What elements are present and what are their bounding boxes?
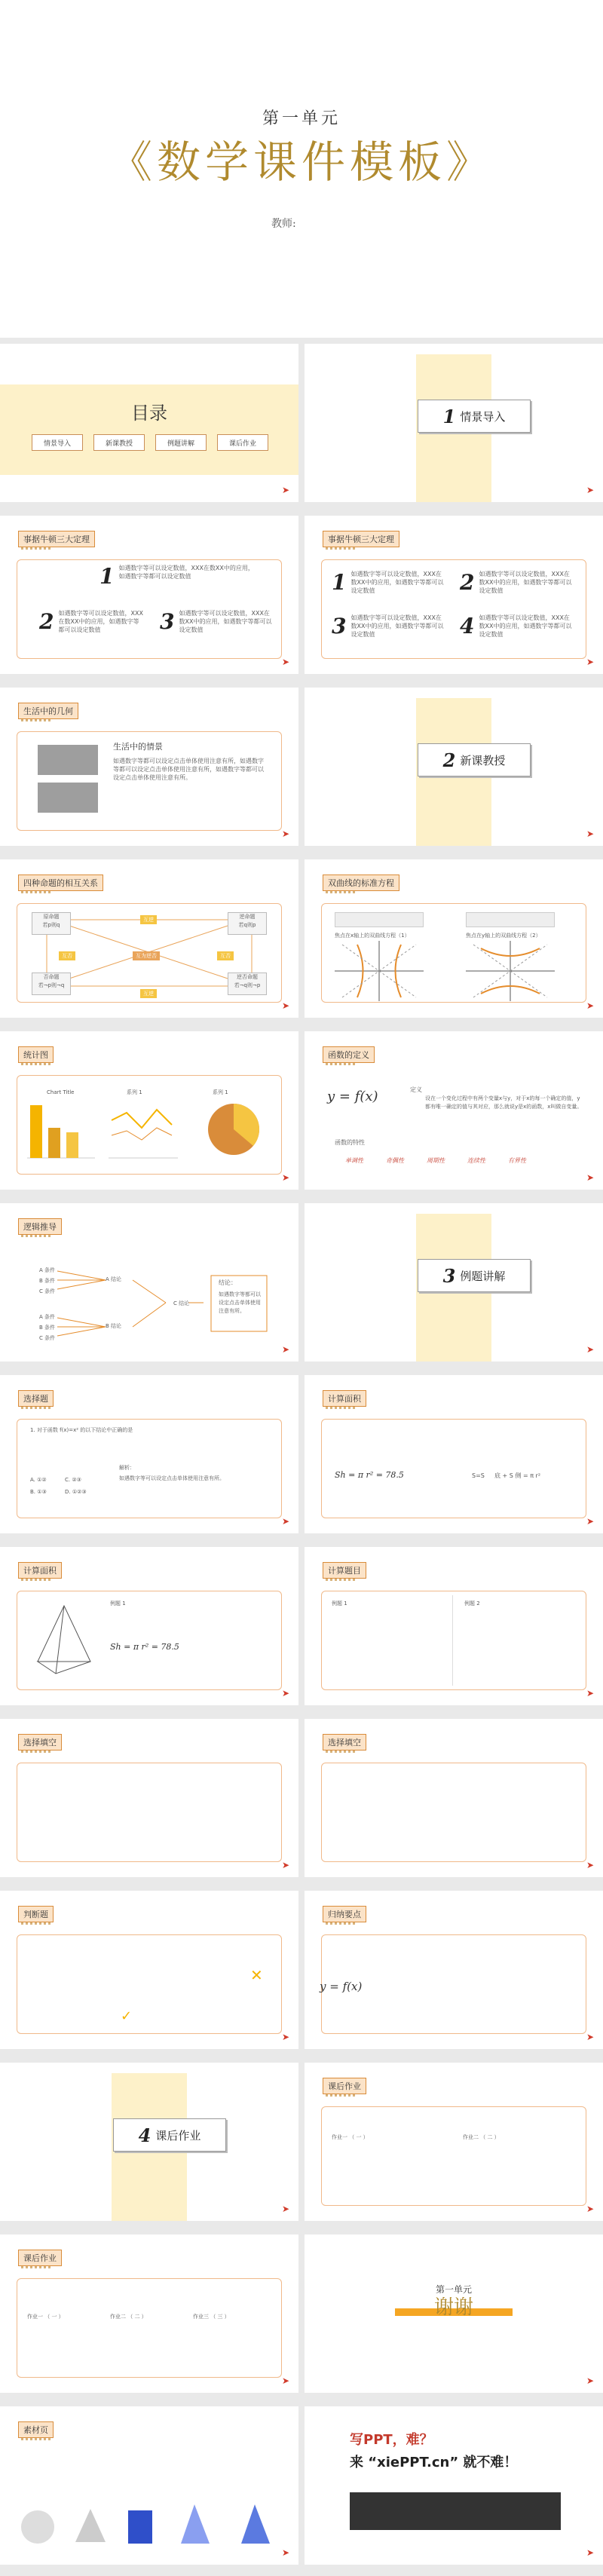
ad-slide xyxy=(305,2406,603,2565)
title-underline xyxy=(21,1922,51,1925)
chart-3-title: 系列 1 xyxy=(213,1089,228,1095)
point-1: 1 如遇数字等可以设定数值，XXX在数XX中的应用，如遇数字等都可以设定数值 xyxy=(332,570,444,595)
title-underline xyxy=(21,547,51,550)
property-item: 周期性 xyxy=(427,1157,445,1164)
corner-arrow-icon: ➤ xyxy=(586,2375,595,2386)
toc-item-3[interactable]: 例题讲解 xyxy=(155,434,207,451)
slide-title: 双曲线的标准方程 xyxy=(323,874,399,891)
pyramid-figure xyxy=(30,1601,98,1684)
photo-2 xyxy=(38,783,98,813)
title-underline xyxy=(326,1063,356,1065)
title-underline xyxy=(21,1063,51,1065)
check-icon: ✓ xyxy=(121,2008,133,2024)
point-2: 2 如遇数字等可以设定数值，XXX在数XX中的应用，如遇数字等都可以设定数值 xyxy=(39,609,143,634)
homework-slide xyxy=(305,2063,603,2221)
toc-item-4[interactable]: 课后作业 xyxy=(217,434,268,451)
bar-chart xyxy=(23,1098,98,1165)
corner-arrow-icon: ➤ xyxy=(586,1860,595,1870)
corner-arrow-icon: ➤ xyxy=(282,1688,290,1698)
slide-title: 四种命题的相互关系 xyxy=(18,874,103,891)
thanks-slide xyxy=(305,2234,603,2393)
corner-arrow-icon: ➤ xyxy=(586,1516,595,1527)
line-chart xyxy=(106,1098,181,1165)
answer-label: 解析： xyxy=(119,1465,135,1471)
point-3: 3 如遇数字等可以设定数值，XXX在数XX中的应用，如遇数字等都可以设定数值 xyxy=(332,614,444,639)
logic-node-6: C 条件 xyxy=(39,1335,56,1341)
corner-arrow-icon: ➤ xyxy=(586,829,595,839)
title-underline xyxy=(326,1579,356,1581)
section-2-slide xyxy=(305,688,603,846)
content-frame xyxy=(321,1419,586,1518)
summary-formula: y = f(x) xyxy=(320,1980,363,1993)
newton-slide-1 xyxy=(0,516,298,674)
section-label: 例题讲解 xyxy=(460,1269,506,1283)
title-underline xyxy=(21,891,51,893)
property-item: 奇偶性 xyxy=(386,1157,404,1164)
area-formula: Sh = π r² = 78.5 xyxy=(110,1642,179,1652)
title-underline xyxy=(21,2438,51,2440)
example-label: 例题 1 xyxy=(110,1600,126,1607)
logic-node-5: B 条件 xyxy=(39,1325,56,1331)
life-subtitle: 生活中的情景 xyxy=(113,742,163,752)
prop-tag-2: 互逆 xyxy=(140,989,157,998)
corner-arrow-icon: ➤ xyxy=(282,1516,290,1527)
logic-mid-2: B 结论 xyxy=(106,1323,122,1329)
logic-node-1: A 条件 xyxy=(39,1267,56,1273)
question-text: 1. 对于函数 f(x)=x² 的以下结论中正确的是 xyxy=(30,1427,133,1433)
homework-slide-2 xyxy=(0,2234,298,2393)
content-frame xyxy=(17,1934,282,2034)
logic-result-text: 如遇数字等都可以设定点击单体使用注意有所。 xyxy=(219,1291,261,1314)
formula-box-2 xyxy=(466,912,555,927)
properties-list xyxy=(345,1156,526,1165)
title-underline xyxy=(326,1922,356,1925)
cover-title: 《数学课件模板》 xyxy=(108,136,494,188)
corner-arrow-icon: ➤ xyxy=(586,1000,595,1011)
title-underline xyxy=(21,719,51,721)
slide-title: 归纳要点 xyxy=(323,1906,366,1922)
corner-arrow-icon: ➤ xyxy=(282,1344,290,1355)
corner-arrow-icon: ➤ xyxy=(282,2032,290,2042)
logic-mid-1: A 结论 xyxy=(106,1276,122,1282)
option-a[interactable]: A. ①② xyxy=(30,1477,47,1483)
point-1: 1 如遇数字等可以设定数值，XXX在数XX中的应用，如遇数字等都可以设定数值 xyxy=(99,564,254,589)
content-frame xyxy=(321,1763,586,1862)
formula-box-1 xyxy=(335,912,424,927)
fill-slide-2 xyxy=(305,1719,603,1877)
photo-1 xyxy=(38,745,98,775)
judge-slide xyxy=(0,1891,298,2049)
option-d[interactable]: D. ①②③ xyxy=(65,1489,87,1495)
section-4-slide xyxy=(0,2063,298,2221)
prop-box-1: 原命题 若p则q xyxy=(32,912,71,935)
corner-arrow-icon: ➤ xyxy=(282,1860,290,1870)
hyperbola-graph-2 xyxy=(466,941,555,1001)
caption-2: 焦点在y轴上的双曲线方程（2） xyxy=(466,933,541,939)
prop-box-4: 逆否命题 若¬q则¬p xyxy=(228,973,267,995)
corner-arrow-icon: ➤ xyxy=(586,1344,595,1355)
cover-unit: 第一单元 xyxy=(262,109,341,128)
homework-col-3: 作业三 （ 三 ） xyxy=(193,2314,230,2320)
slide-title: 函数的定义 xyxy=(323,1046,375,1063)
slide-title: 选择填空 xyxy=(18,1734,62,1751)
ad-info-box xyxy=(350,2492,561,2530)
title-underline xyxy=(326,1751,356,1753)
ad-line-1: 写PPT，难？ xyxy=(350,2432,433,2448)
propositions-slide xyxy=(0,859,298,1018)
fill-slide-1 xyxy=(0,1719,298,1877)
corner-arrow-icon: ➤ xyxy=(586,2032,595,2042)
content-frame xyxy=(17,1763,282,1862)
point-2: 2 如遇数字等可以设定数值，XXX在数XX中的应用，如遇数字等都可以设定数值 xyxy=(460,570,572,595)
prop-box-3: 否命题 若¬p则¬q xyxy=(32,973,71,995)
title-underline xyxy=(21,2266,51,2268)
newton-slide-2 xyxy=(305,516,603,674)
corner-arrow-icon: ➤ xyxy=(586,1688,595,1698)
homework-col-1: 作业一 （ 一 ） xyxy=(27,2314,64,2320)
slide-title: 计算面积 xyxy=(323,1390,366,1407)
homework-col-2: 作业二 （ 二 ） xyxy=(463,2134,500,2140)
area-formula: Sh = π r² = 78.5 xyxy=(335,1470,404,1480)
toc-item-1[interactable]: 情景导入 xyxy=(32,434,83,451)
section-number: 1 xyxy=(442,405,456,427)
option-b[interactable]: B. ①③ xyxy=(30,1489,47,1495)
logic-mid-3: C 结论 xyxy=(173,1300,190,1306)
section-number: 4 xyxy=(138,2124,152,2146)
calc-slide xyxy=(305,1547,603,1705)
section-label: 新课教授 xyxy=(460,753,506,767)
corner-arrow-icon: ➤ xyxy=(282,2547,290,2558)
corner-arrow-icon: ➤ xyxy=(282,485,290,495)
section-1-slide xyxy=(305,344,603,502)
corner-arrow-icon: ➤ xyxy=(586,485,595,495)
toc-item-2[interactable]: 新课教授 xyxy=(93,434,145,451)
wrong-icon: ✕ xyxy=(250,1966,263,1984)
function-definition-slide xyxy=(305,1031,603,1190)
content-frame xyxy=(321,2106,586,2206)
corner-arrow-icon: ➤ xyxy=(586,657,595,667)
corner-arrow-icon: ➤ xyxy=(282,1172,290,1183)
choice-slide xyxy=(0,1375,298,1533)
prop-center: 互为逆否 xyxy=(133,951,160,960)
area-result-label: S=S xyxy=(472,1472,485,1479)
summary-slide xyxy=(305,1891,603,2049)
logic-node-3: C 条件 xyxy=(39,1288,56,1294)
slide-title: 判断题 xyxy=(18,1906,54,1922)
slide-title: 计算题目 xyxy=(323,1562,366,1579)
section-number: 2 xyxy=(442,749,456,771)
title-underline xyxy=(326,891,356,893)
slide-title: 选择题 xyxy=(18,1390,54,1407)
homework-col-1: 作业一 （ 一 ） xyxy=(332,2134,369,2140)
slide-title: 事据牛顿三大定理 xyxy=(323,531,399,547)
definition-text: 设在一个变化过程中有两个变量x与y，对于x的每一个确定的值，y都有唯一确定的值与其对应，那么就说y是x的函数，x叫做自变量。 xyxy=(425,1095,583,1110)
slide-title: 事据牛顿三大定理 xyxy=(18,531,95,547)
hyperbola-graph-1 xyxy=(335,941,424,1001)
section-card xyxy=(113,2118,226,2152)
prop-box-2: 逆命题 若q则p xyxy=(228,912,267,935)
toc-slide xyxy=(0,344,298,502)
corner-arrow-icon: ➤ xyxy=(586,2547,595,2558)
point-3: 3 如遇数字等可以设定数值，XXX在数XX中的应用，如遇数字等都可以设定数值 xyxy=(160,609,272,634)
area-slide xyxy=(305,1375,603,1533)
caption-1: 焦点在x轴上的双曲线方程（1） xyxy=(335,933,410,939)
slide-title: 生活中的几何 xyxy=(18,703,78,719)
corner-arrow-icon: ➤ xyxy=(282,1000,290,1011)
section-label: 课后作业 xyxy=(155,2128,201,2143)
example-2-label: 例题 2 xyxy=(464,1600,480,1607)
function-formula: y = f(x) xyxy=(327,1089,378,1104)
slide-title: 课后作业 xyxy=(323,2078,366,2094)
hyperbola-slide xyxy=(305,859,603,1018)
slide-title: 统计图 xyxy=(18,1046,54,1063)
properties-label: 函数的特性 xyxy=(335,1139,365,1146)
statistics-slide xyxy=(0,1031,298,1190)
life-geometry-slide xyxy=(0,688,298,846)
content-frame xyxy=(321,1591,586,1690)
logic-result-label: 结论： xyxy=(219,1279,237,1286)
slide-title: 素材页 xyxy=(18,2421,54,2438)
section-card xyxy=(418,743,531,776)
cover-slide xyxy=(0,0,603,338)
property-item: 有界性 xyxy=(508,1157,526,1164)
thanks-title: 谢谢 xyxy=(433,2296,473,2319)
toc-title: 目录 xyxy=(131,403,167,424)
life-text: 如遇数字等都可以设定点击单体使用注意有所，如遇数字等都可以设定点击单体使用注意有所，如遇数字等都可以设定点击单体使用注意有所。 xyxy=(113,758,264,781)
solid-shapes xyxy=(15,2497,286,2550)
property-item: 单调性 xyxy=(345,1157,363,1164)
cover-teacher: 教师: xyxy=(271,218,296,230)
slide-title: 课后作业 xyxy=(18,2250,62,2266)
example-1-label: 例题 1 xyxy=(332,1600,347,1607)
section-number: 3 xyxy=(442,1264,456,1287)
slide-title: 计算面积 xyxy=(18,1562,62,1579)
section-label: 情景导入 xyxy=(460,409,506,424)
prop-tag-1: 互逆 xyxy=(140,915,157,924)
chart-2-title: 系列 1 xyxy=(127,1089,142,1095)
divider xyxy=(452,1595,453,1686)
title-underline xyxy=(326,1407,356,1409)
title-underline xyxy=(21,1579,51,1581)
material-slide xyxy=(0,2406,298,2565)
area-result: 底 + S 侧 = π r² xyxy=(494,1472,541,1479)
corner-arrow-icon: ➤ xyxy=(282,2204,290,2214)
answer-text: 如遇数字等可以设定点击单体使用注意有所。 xyxy=(119,1475,225,1481)
ad-line-2: 来 “xiePPT.cn” 就不难！ xyxy=(350,2455,518,2470)
property-item: 连续性 xyxy=(467,1157,485,1164)
title-underline xyxy=(326,2094,356,2097)
option-c[interactable]: C. ②③ xyxy=(65,1477,81,1483)
title-underline xyxy=(21,1235,51,1237)
title-underline xyxy=(21,1407,51,1409)
logic-slide xyxy=(0,1203,298,1362)
corner-arrow-icon: ➤ xyxy=(282,829,290,839)
slide-title: 选择填空 xyxy=(323,1734,366,1751)
section-card xyxy=(418,1259,531,1292)
chart-1-title: Chart Title xyxy=(47,1089,75,1095)
logic-node-4: A 条件 xyxy=(39,1314,56,1320)
corner-arrow-icon: ➤ xyxy=(282,2375,290,2386)
area-pyramid-slide xyxy=(0,1547,298,1705)
pie-chart xyxy=(196,1098,271,1165)
prop-tag-4: 互否 xyxy=(217,951,234,960)
corner-arrow-icon: ➤ xyxy=(586,1172,595,1183)
section-3-slide xyxy=(305,1203,603,1362)
homework-col-2: 作业二 （ 二 ） xyxy=(110,2314,147,2320)
point-4: 4 如遇数字等可以设定数值，XXX在数XX中的应用，如遇数字等都可以设定数值 xyxy=(460,614,572,639)
content-frame xyxy=(17,2278,282,2378)
definition-label: 定义 xyxy=(410,1086,422,1093)
thanks-unit: 第一单元 xyxy=(435,2284,472,2295)
section-card xyxy=(418,400,531,433)
title-underline xyxy=(326,547,356,550)
title-underline xyxy=(21,1751,51,1753)
logic-node-2: B 条件 xyxy=(39,1278,56,1284)
slide-title: 逻辑推导 xyxy=(18,1218,62,1235)
prop-tag-3: 互否 xyxy=(59,951,75,960)
corner-arrow-icon: ➤ xyxy=(282,657,290,667)
corner-arrow-icon: ➤ xyxy=(586,2204,595,2214)
